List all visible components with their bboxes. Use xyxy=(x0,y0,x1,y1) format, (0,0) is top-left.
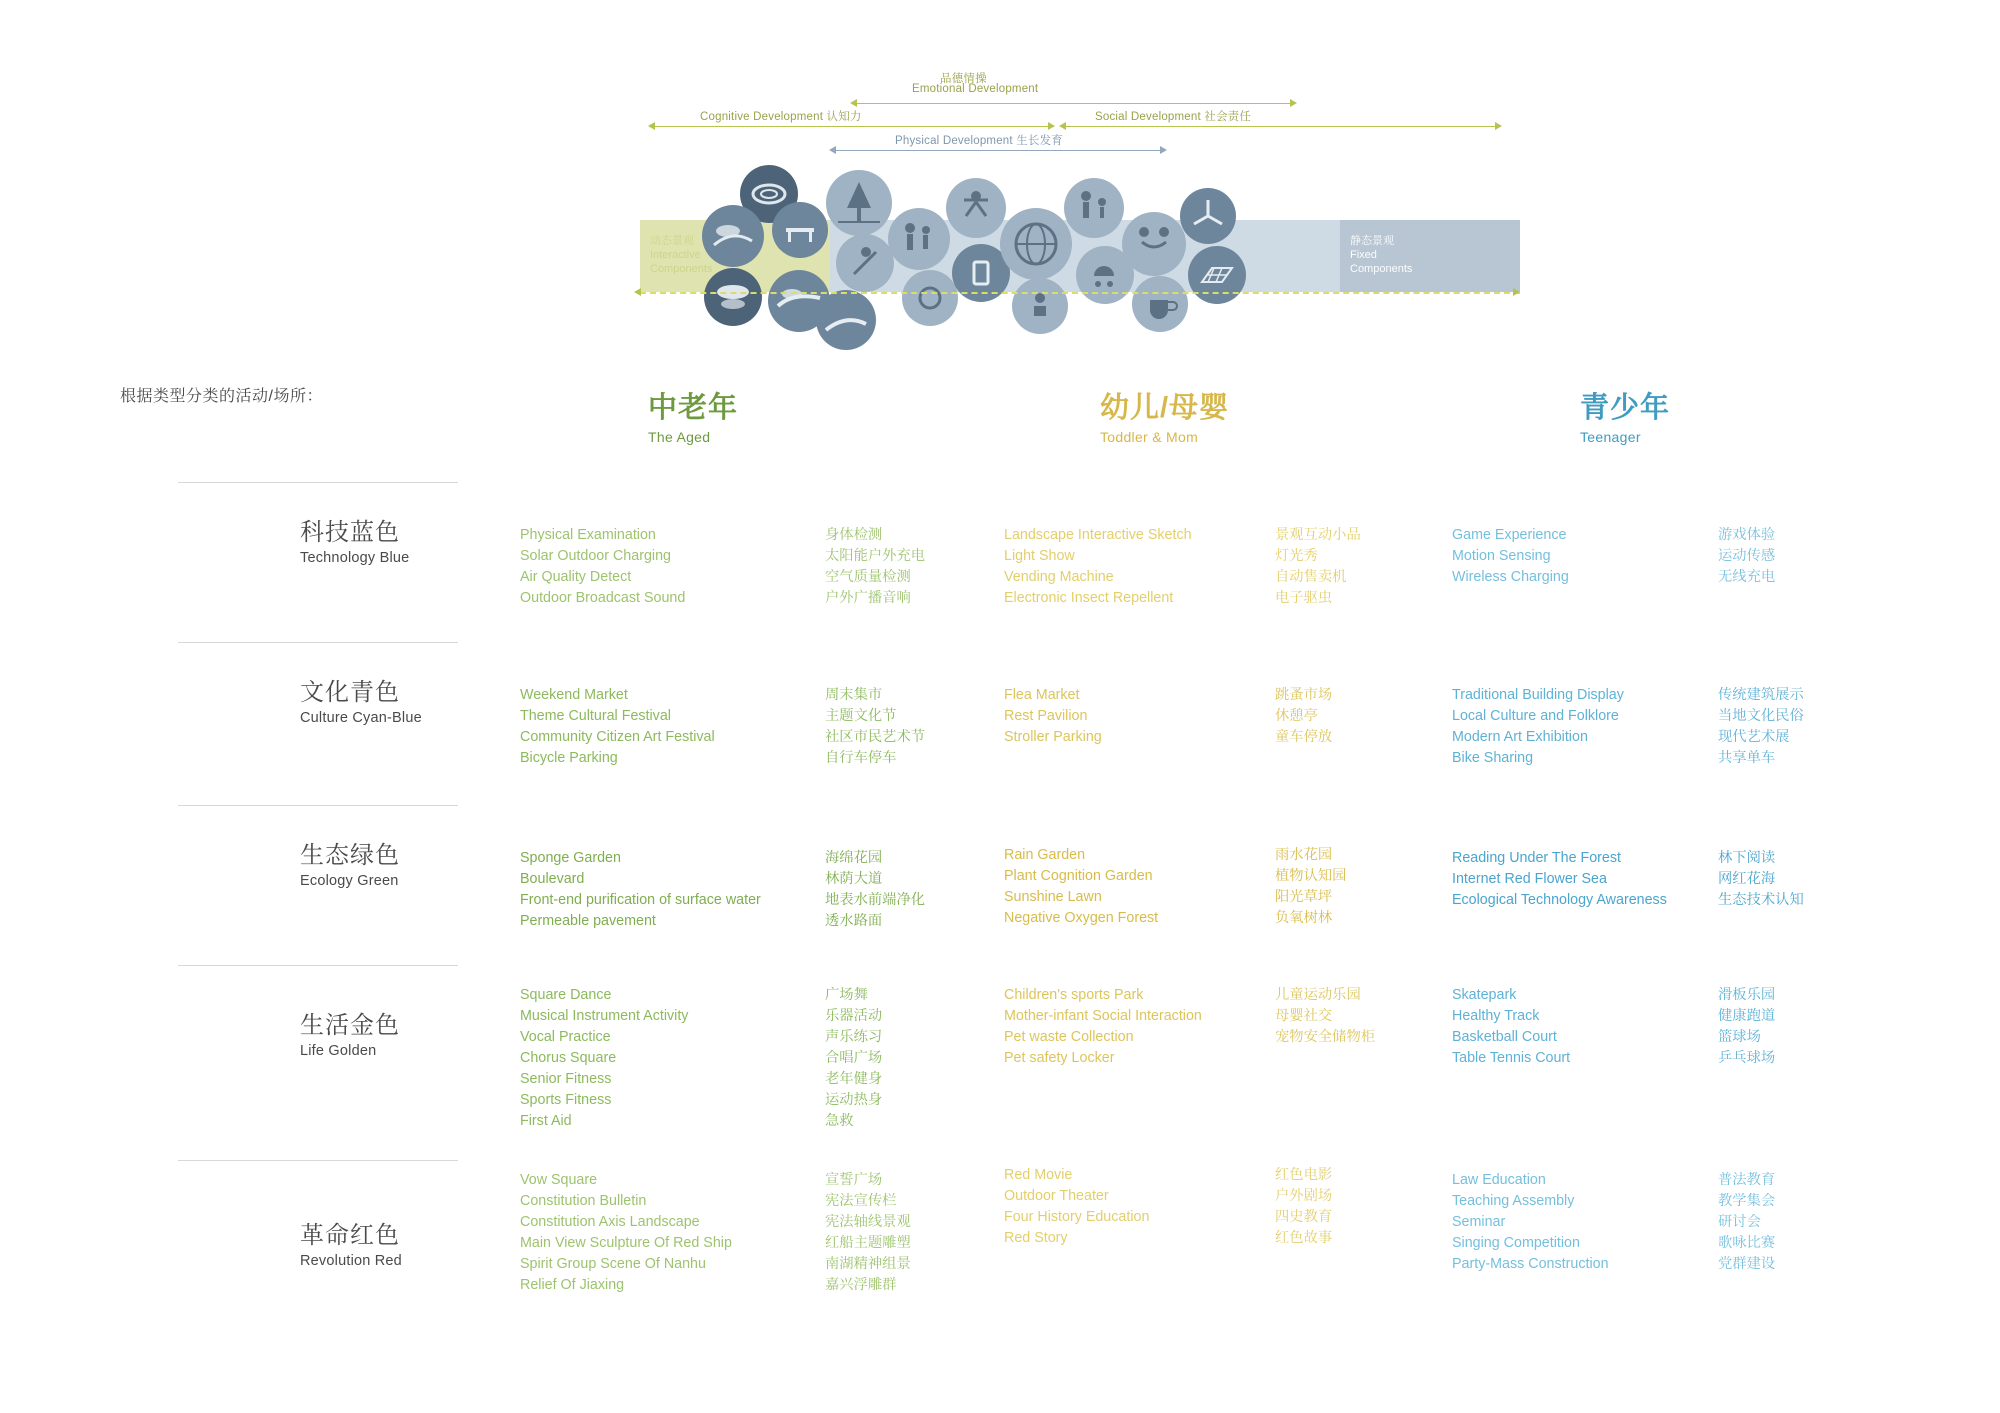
list-item: Mother-infant Social Interaction xyxy=(1004,1008,1202,1024)
cell-culture-aged-en xyxy=(520,685,715,769)
list-item: 林荫大道 xyxy=(825,871,883,887)
list-item: 宣誓广场 xyxy=(825,1172,883,1188)
list-item: 雨水花园 xyxy=(1275,847,1333,863)
group-header-aged xyxy=(648,392,738,445)
list-item: Internet Red Flower Sea xyxy=(1452,871,1607,887)
bubble-icon-globe xyxy=(1000,208,1072,280)
list-item: Children's sports Park xyxy=(1004,987,1144,1003)
cell-revolution-toddler-cn xyxy=(1275,1165,1332,1249)
list-item: Musical Instrument Activity xyxy=(520,1008,689,1024)
category-ecology-en: Ecology Green xyxy=(300,873,399,889)
bubble-icon-tree xyxy=(826,170,892,236)
list-item: 广场舞 xyxy=(825,987,868,1003)
category-technology-blue-cn: 科技蓝色 xyxy=(300,519,400,546)
category-revolution-cn: 革命红色 xyxy=(300,1222,400,1249)
list-item: 负氧树林 xyxy=(1275,910,1333,926)
list-item: Vow Square xyxy=(520,1172,598,1188)
list-item: 合唱广场 xyxy=(825,1050,883,1066)
axis-arrow-cognitive-left xyxy=(648,122,655,130)
list-item: 滑板乐园 xyxy=(1718,987,1776,1003)
list-item: 电子驱虫 xyxy=(1275,590,1333,606)
group-teen-cn: 青少年 xyxy=(1580,392,1671,424)
bubble-icon-coffee xyxy=(1132,276,1188,332)
list-item: 当地文化民俗 xyxy=(1718,708,1804,724)
axis-line-social xyxy=(1065,126,1500,127)
bubble-icon-bench xyxy=(772,202,828,258)
list-item: 身体检测 xyxy=(825,527,883,543)
band-left-en2: Components xyxy=(650,262,713,275)
list-item: 健康跑道 xyxy=(1718,1008,1776,1024)
category-life-cn: 生活金色 xyxy=(300,1012,400,1039)
list-item: 现代艺术展 xyxy=(1718,729,1790,745)
list-item: 透水路面 xyxy=(825,913,883,929)
list-item: Sunshine Lawn xyxy=(1004,889,1102,905)
row-divider xyxy=(178,1160,458,1161)
category-revolution-red xyxy=(300,1215,500,1269)
list-item: Outdoor Theater xyxy=(1004,1188,1109,1204)
cell-culture-teen-cn xyxy=(1718,685,1804,769)
list-item: 海绵花园 xyxy=(825,850,883,866)
list-item: 教学集会 xyxy=(1718,1193,1776,1209)
list-item: Main View Sculpture Of Red Ship xyxy=(520,1235,732,1251)
bubble-icon-handshake xyxy=(1122,212,1186,276)
cell-life-teen-en xyxy=(1452,985,1570,1069)
band-right-en1: Fixed xyxy=(1350,249,1377,262)
group-aged-cn: 中老年 xyxy=(648,392,739,424)
list-item: Stroller Parking xyxy=(1004,729,1102,745)
list-item: Table Tennis Court xyxy=(1452,1050,1571,1066)
list-item: 老年健身 xyxy=(825,1071,883,1087)
bubble-icon-ball xyxy=(902,270,958,326)
bottom-axis-arrow-right xyxy=(1513,288,1520,296)
axis-label-social: Social Development 社会责任 xyxy=(1095,111,1252,123)
bubble-icon-pavilion xyxy=(702,205,764,267)
list-item: Wireless Charging xyxy=(1452,569,1569,585)
list-item: 社区市民艺术节 xyxy=(825,729,926,745)
axis-label-cognitive: Cognitive Development 认知力 xyxy=(700,111,862,123)
cell-culture-aged-cn xyxy=(825,685,925,769)
list-item: 普法教育 xyxy=(1718,1172,1776,1188)
list-item: 植物认知园 xyxy=(1275,868,1347,884)
list-item: Four History Education xyxy=(1004,1209,1150,1225)
category-life-golden xyxy=(300,1005,500,1059)
list-item: Healthy Track xyxy=(1452,1008,1540,1024)
list-item: 红色故事 xyxy=(1275,1230,1333,1246)
category-technology-blue-en: Technology Blue xyxy=(300,550,410,566)
list-item: 游戏体验 xyxy=(1718,527,1776,543)
row-divider xyxy=(178,642,458,643)
list-item: Sponge Garden xyxy=(520,850,621,866)
cell-ecology-teen-cn xyxy=(1718,848,1804,911)
list-item: Square Dance xyxy=(520,987,612,1003)
category-culture-cn: 文化青色 xyxy=(300,679,400,706)
list-item: 儿童运动乐园 xyxy=(1275,987,1361,1003)
list-item: Seminar xyxy=(1452,1214,1506,1230)
cell-ecology-teen-en xyxy=(1452,848,1667,911)
cell-culture-toddler-en xyxy=(1004,685,1102,748)
bubble-icon-person-seated xyxy=(1012,278,1068,334)
cell-life-teen-cn xyxy=(1718,985,1775,1069)
bubble-icon-exercise xyxy=(946,178,1006,238)
axis-arrow-cognitive-right xyxy=(1048,122,1055,130)
list-item: 传统建筑展示 xyxy=(1718,687,1804,703)
list-item: Solar Outdoor Charging xyxy=(520,548,671,564)
group-toddler-en: Toddler & Mom xyxy=(1100,429,1199,446)
list-item: Air Quality Detect xyxy=(520,569,632,585)
list-item: 红色电影 xyxy=(1275,1167,1333,1183)
cell-tech-aged-en xyxy=(520,525,685,609)
list-item: Vocal Practice xyxy=(520,1029,611,1045)
list-item: Negative Oxygen Forest xyxy=(1004,910,1159,926)
cell-life-aged-en xyxy=(520,985,688,1132)
list-item: Front-end purification of surface water xyxy=(520,892,761,908)
list-item: 宠物安全储物柜 xyxy=(1275,1029,1376,1045)
list-item: Teaching Assembly xyxy=(1452,1193,1575,1209)
list-item: Modern Art Exhibition xyxy=(1452,729,1588,745)
list-item: 急救 xyxy=(825,1113,854,1129)
cell-tech-toddler-cn xyxy=(1275,525,1361,609)
bubble-icon-garden xyxy=(704,268,762,326)
list-item: 运动传感 xyxy=(1718,548,1776,564)
group-aged-en: The Aged xyxy=(648,429,711,446)
list-item: Red Movie xyxy=(1004,1167,1073,1183)
list-item: Ecological Technology Awareness xyxy=(1452,892,1667,908)
list-item: Weekend Market xyxy=(520,687,628,703)
list-item: 母婴社交 xyxy=(1275,1008,1333,1024)
list-item: 太阳能户外充电 xyxy=(825,548,926,564)
list-item: Physical Examination xyxy=(520,527,656,543)
list-item: 阳光草坪 xyxy=(1275,889,1333,905)
list-item: Sports Fitness xyxy=(520,1092,612,1108)
cell-life-toddler-cn xyxy=(1275,985,1375,1048)
cell-ecology-toddler-en xyxy=(1004,845,1158,929)
cell-tech-aged-cn xyxy=(825,525,925,609)
cell-ecology-aged-cn xyxy=(825,848,925,932)
list-item: 生态技术认知 xyxy=(1718,892,1804,908)
category-technology-blue xyxy=(300,512,500,566)
development-diagram xyxy=(640,70,1520,330)
bubble-icon-paddle xyxy=(836,234,894,292)
bottom-axis-arrow-left xyxy=(634,288,641,296)
axis-arrow-emotional-left xyxy=(850,99,857,107)
list-item: Reading Under The Forest xyxy=(1452,850,1622,866)
band-left-cn: 动态景观 xyxy=(650,235,694,248)
list-item: Permeable pavement xyxy=(520,913,656,929)
list-item: 共享单车 xyxy=(1718,750,1776,766)
list-item: 网红花海 xyxy=(1718,871,1776,887)
cell-life-toddler-en xyxy=(1004,985,1202,1069)
band-right-en2: Components xyxy=(1350,262,1413,275)
list-item: 户外剧场 xyxy=(1275,1188,1333,1204)
list-item: Rest Pavilion xyxy=(1004,708,1088,724)
category-revolution-en: Revolution Red xyxy=(300,1253,402,1269)
list-item: 空气质量检测 xyxy=(825,569,911,585)
axis-line-cognitive xyxy=(654,126,1054,127)
list-item: Skatepark xyxy=(1452,987,1517,1003)
list-item: 宪法宣传栏 xyxy=(825,1193,897,1209)
list-item: Red Story xyxy=(1004,1230,1068,1246)
list-item: 嘉兴浮雕群 xyxy=(825,1277,897,1293)
list-item: Landscape Interactive Sketch xyxy=(1004,527,1192,543)
axis-label-physical: Physical Development 生长发育 xyxy=(895,135,1063,147)
group-header-teen xyxy=(1580,392,1670,445)
cell-life-aged-cn xyxy=(825,985,882,1132)
list-item: Boulevard xyxy=(520,871,585,887)
list-item: 运动热身 xyxy=(825,1092,883,1108)
category-life-en: Life Golden xyxy=(300,1043,377,1059)
list-item: Spirit Group Scene Of Nanhu xyxy=(520,1256,706,1272)
band-left-en1: Interactive xyxy=(650,249,701,262)
row-divider xyxy=(178,805,458,806)
axis-line-emotional xyxy=(855,103,1295,104)
list-item: Game Experience xyxy=(1452,527,1567,543)
cell-culture-teen-en xyxy=(1452,685,1624,769)
list-item: 自行车停车 xyxy=(825,750,897,766)
list-item: Theme Cultural Festival xyxy=(520,708,671,724)
list-item: 无线充电 xyxy=(1718,569,1776,585)
list-item: Pet waste Collection xyxy=(1004,1029,1134,1045)
cell-revolution-toddler-en xyxy=(1004,1165,1149,1249)
list-item: Motion Sensing xyxy=(1452,548,1551,564)
category-culture-cyan-blue xyxy=(300,672,500,726)
list-item: First Aid xyxy=(520,1113,572,1129)
list-item: Law Education xyxy=(1452,1172,1546,1188)
category-ecology-cn: 生态绿色 xyxy=(300,842,400,869)
list-item: 林下阅读 xyxy=(1718,850,1776,866)
bubble-icon-solar-panel xyxy=(1188,246,1246,304)
group-header-toddler xyxy=(1100,392,1229,445)
axis-label-emotional-cn: 品德情操 xyxy=(940,73,987,85)
list-item: 跳蚤市场 xyxy=(1275,687,1333,703)
cell-tech-toddler-en xyxy=(1004,525,1192,609)
list-item: 歌咏比赛 xyxy=(1718,1235,1776,1251)
cell-culture-toddler-cn xyxy=(1275,685,1332,748)
list-item: 主题文化节 xyxy=(825,708,897,724)
list-item: Local Culture and Folklore xyxy=(1452,708,1619,724)
list-item: 宪法轴线景观 xyxy=(825,1214,911,1230)
list-item: 声乐练习 xyxy=(825,1029,883,1045)
list-item: 研讨会 xyxy=(1718,1214,1761,1230)
band-right-cn: 静态景观 xyxy=(1350,235,1394,248)
list-item: 红船主题雕塑 xyxy=(825,1235,911,1251)
list-item: Bike Sharing xyxy=(1452,750,1534,766)
list-item: 乐器活动 xyxy=(825,1008,883,1024)
axis-arrow-emotional-right xyxy=(1290,99,1297,107)
list-item: Constitution Axis Landscape xyxy=(520,1214,700,1230)
list-item: 自动售卖机 xyxy=(1275,569,1347,585)
list-item: Chorus Square xyxy=(520,1050,617,1066)
list-item: Party-Mass Construction xyxy=(1452,1256,1609,1272)
list-item: Relief Of Jiaxing xyxy=(520,1277,625,1293)
cell-revolution-teen-cn xyxy=(1718,1170,1775,1275)
cell-ecology-aged-en xyxy=(520,848,761,932)
row-divider xyxy=(178,965,458,966)
axis-arrow-social-right xyxy=(1495,122,1502,130)
list-item: 地表水前端净化 xyxy=(825,892,926,908)
list-item: Constitution Bulletin xyxy=(520,1193,647,1209)
page-title: 根据类型分类的活动/场所： xyxy=(120,388,323,405)
list-item: 童车停放 xyxy=(1275,729,1333,745)
cell-tech-teen-en xyxy=(1452,525,1569,588)
bubble-icon-family-walk xyxy=(888,208,950,270)
bubble-icon-parent-child xyxy=(1064,178,1124,238)
list-item: 户外广播音响 xyxy=(825,590,911,606)
list-item: Community Citizen Art Festival xyxy=(520,729,715,745)
list-item: Electronic Insect Repellent xyxy=(1004,590,1174,606)
bottom-dashed-axis xyxy=(640,292,1520,294)
bubble-icon-path xyxy=(816,290,876,350)
list-item: 景观互动小品 xyxy=(1275,527,1361,543)
cell-revolution-teen-en xyxy=(1452,1170,1609,1275)
list-item: Flea Market xyxy=(1004,687,1080,703)
list-item: 周末集市 xyxy=(825,687,883,703)
list-item: 休憩亭 xyxy=(1275,708,1318,724)
list-item: Outdoor Broadcast Sound xyxy=(520,590,686,606)
list-item: 乒乓球场 xyxy=(1718,1050,1776,1066)
group-teen-en: Teenager xyxy=(1580,429,1641,446)
cell-tech-teen-cn xyxy=(1718,525,1775,588)
category-ecology-green xyxy=(300,835,500,889)
list-item: Plant Cognition Garden xyxy=(1004,868,1153,884)
list-item: 党群建设 xyxy=(1718,1256,1776,1272)
cell-revolution-aged-cn xyxy=(825,1170,911,1296)
group-toddler-cn: 幼儿/母婴 xyxy=(1100,392,1230,424)
list-item: 灯光秀 xyxy=(1275,548,1318,564)
bubble-icon-windmill xyxy=(1180,188,1236,244)
list-item: Senior Fitness xyxy=(520,1071,612,1087)
row-divider xyxy=(178,482,458,483)
list-item: Bicycle Parking xyxy=(520,750,618,766)
list-item: Rain Garden xyxy=(1004,847,1086,863)
list-item: 南湖精神组景 xyxy=(825,1256,911,1272)
axis-arrow-social-left xyxy=(1059,122,1066,130)
list-item: Basketball Court xyxy=(1452,1029,1557,1045)
list-item: 篮球场 xyxy=(1718,1029,1761,1045)
list-item: Singing Competition xyxy=(1452,1235,1580,1251)
list-item: Traditional Building Display xyxy=(1452,687,1624,703)
list-item: Vending Machine xyxy=(1004,569,1114,585)
activity-bubble-cluster xyxy=(640,150,1520,330)
category-culture-en: Culture Cyan-Blue xyxy=(300,710,422,726)
list-item: Light Show xyxy=(1004,548,1075,564)
cell-revolution-aged-en xyxy=(520,1170,732,1296)
axis-label-emotional-en: Emotional Development xyxy=(912,83,1039,95)
list-item: Pet safety Locker xyxy=(1004,1050,1115,1066)
list-item: 四史教育 xyxy=(1275,1209,1333,1225)
cell-ecology-toddler-cn xyxy=(1275,845,1346,929)
